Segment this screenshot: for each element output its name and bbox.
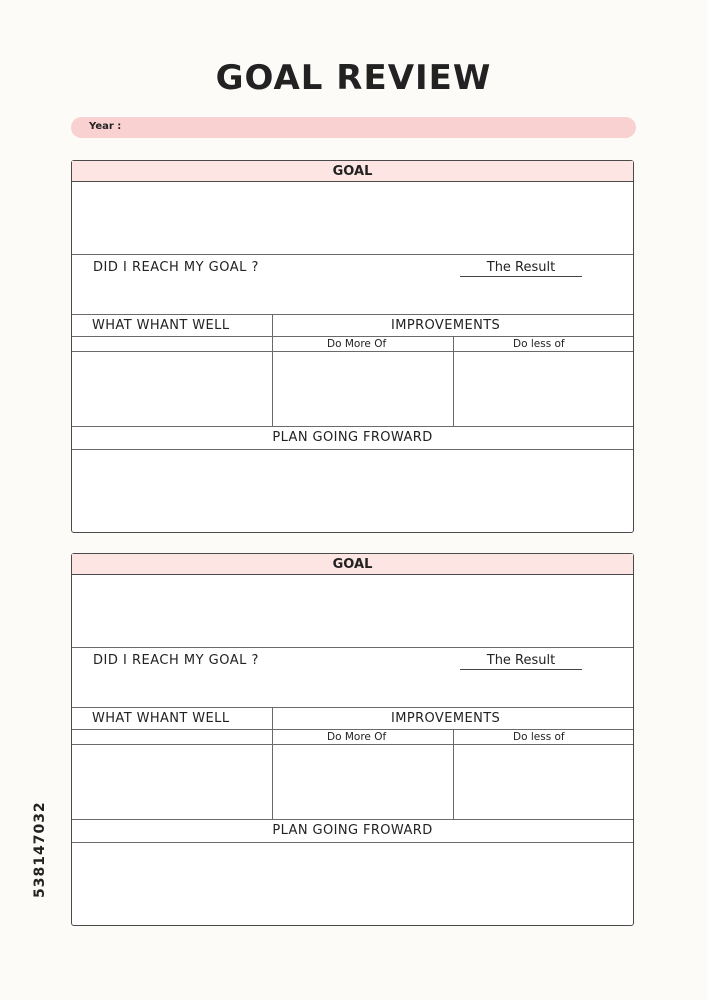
improvements-subheader-row bbox=[72, 730, 633, 745]
do-less-cell[interactable] bbox=[454, 745, 632, 820]
do-less-cell[interactable] bbox=[454, 352, 632, 427]
goal-card-1 bbox=[71, 160, 634, 533]
reach-goal-row[interactable] bbox=[72, 255, 633, 315]
year-field[interactable] bbox=[71, 117, 636, 138]
review-header-row bbox=[72, 708, 633, 730]
result-label: The Result bbox=[460, 653, 582, 670]
stock-id-text: 538147032 bbox=[32, 801, 48, 898]
result-label: The Result bbox=[460, 260, 582, 277]
column-divider bbox=[272, 315, 273, 337]
goal-card-2 bbox=[71, 553, 634, 926]
improvements-subheader-row bbox=[72, 337, 633, 352]
improvements-header: IMPROVEMENTS bbox=[391, 711, 501, 726]
went-well-cell[interactable] bbox=[72, 352, 272, 427]
do-more-header: Do More Of bbox=[327, 731, 387, 743]
review-header-row bbox=[72, 315, 633, 337]
do-less-header: Do less of bbox=[513, 338, 565, 350]
do-less-header: Do less of bbox=[513, 731, 565, 743]
do-more-cell[interactable] bbox=[273, 745, 453, 820]
do-more-cell[interactable] bbox=[273, 352, 453, 427]
review-cells-row bbox=[72, 352, 633, 427]
goal-header: GOAL bbox=[72, 161, 633, 182]
column-divider bbox=[272, 337, 273, 352]
plan-header: PLAN GOING FROWARD bbox=[72, 820, 633, 843]
improvements-header: IMPROVEMENTS bbox=[391, 318, 501, 333]
column-divider bbox=[453, 730, 454, 745]
reach-goal-row[interactable] bbox=[72, 648, 633, 708]
year-label: Year : bbox=[89, 121, 122, 132]
reach-goal-question: DID I REACH MY GOAL ? bbox=[93, 653, 259, 668]
went-well-header: WHAT WHANT WELL bbox=[92, 318, 230, 333]
goal-header: GOAL bbox=[72, 554, 633, 575]
column-divider bbox=[453, 337, 454, 352]
column-divider bbox=[272, 708, 273, 730]
column-divider bbox=[272, 730, 273, 745]
do-more-header: Do More Of bbox=[327, 338, 387, 350]
goal-input-area[interactable] bbox=[72, 182, 633, 255]
plan-input-area[interactable] bbox=[72, 843, 633, 925]
reach-goal-question: DID I REACH MY GOAL ? bbox=[93, 260, 259, 275]
plan-input-area[interactable] bbox=[72, 450, 633, 532]
review-cells-row bbox=[72, 745, 633, 820]
goal-input-area[interactable] bbox=[72, 575, 633, 648]
went-well-cell[interactable] bbox=[72, 745, 272, 820]
page-title: GOAL REVIEW bbox=[215, 58, 492, 98]
stock-id-vertical bbox=[12, 766, 48, 898]
plan-header: PLAN GOING FROWARD bbox=[72, 427, 633, 450]
went-well-header: WHAT WHANT WELL bbox=[92, 711, 230, 726]
